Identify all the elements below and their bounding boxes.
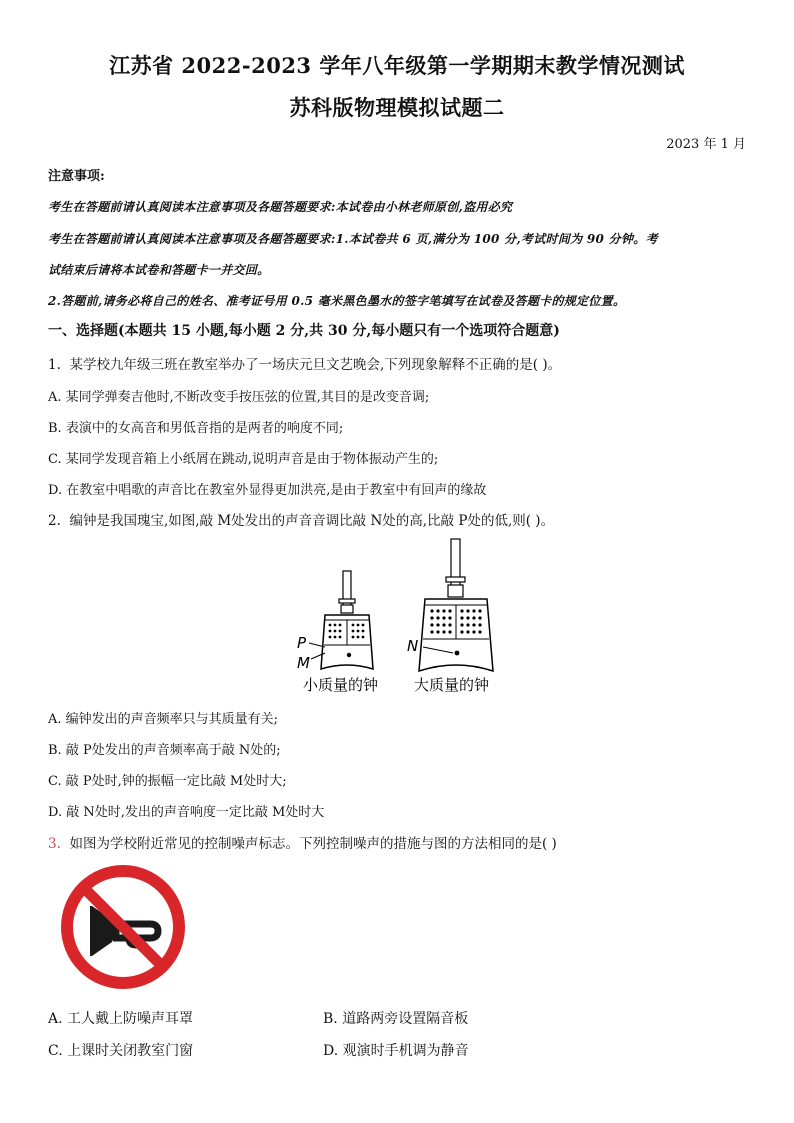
question-2 [48, 509, 554, 529]
label-p: P [297, 634, 307, 652]
question-stem: 如图为学校附近常见的控制噪声标志。下列控制噪声的措施与图的方法相同的是( ) [69, 836, 557, 852]
question-stem: 编钟是我国瑰宝,如图,敲 M处发出的声音音调比敲 N处的高,比敲 P处的低,则( )。 [69, 513, 555, 529]
q1-option-c: C. 某同学发现音箱上小纸屑在跳动,说明声音是由于物体振动产生的; [48, 452, 439, 467]
notes-line-2: 考生在答题前请认真阅读本注意事项及各题答题要求:1.本试卷共 6 页,满分为 100 分,考试时间为 90 分钟。考 [48, 232, 658, 246]
label-n: N [407, 637, 419, 655]
page-title-line1: 江苏省 2022-2023 学年八年级第一学期期末教学情况测试 [109, 53, 685, 78]
q3-option-c: C. 上课时关闭教室门窗 [48, 1043, 194, 1059]
question-number: 3. [48, 836, 61, 852]
q2-option-b: B. 敲 P处发出的声音频率高于敲 N处的; [48, 743, 281, 758]
q2-option-c: C. 敲 P处时,钟的振幅一定比敲 M处时大; [48, 774, 287, 789]
question-3 [48, 832, 557, 852]
q3-option-b: B. 道路两旁设置隔音板 [323, 1011, 469, 1027]
large-bell-icon [419, 539, 493, 671]
q1-option-a: A. 某同学弹奏吉他时,不断改变手按压弦的位置,其目的是改变音调; [48, 390, 430, 405]
notes-heading: 注意事项: [48, 169, 105, 184]
exam-date: 2023 年 1 月 [666, 137, 746, 152]
section-heading: 一、选择题(本题共 15 小题,每小题 2 分,共 30 分,每小题只有一个选项符合题意) [48, 323, 560, 339]
q1-option-d: D. 在教室中唱歌的声音比在教室外显得更加洪亮,是由于教室中有回声的缘故 [48, 483, 487, 498]
notes-line-3: 试结束后请将本试卷和答题卡一并交回。 [48, 263, 270, 277]
question-number: 1. [48, 357, 61, 373]
notes-line-4: 2.答题前,请务必将自己的姓名、准考证号用 0.5 毫米黑色墨水的签字笔填写在试卷及答题卡的规定位置。 [48, 294, 626, 308]
page-title-line2: 苏科版物理模拟试题二 [289, 95, 505, 120]
q2-option-d: D. 敲 N处时,发出的声音响度一定比敲 M处时大 [48, 805, 325, 820]
no-honking-sign-icon [58, 862, 188, 992]
q3-option-d: D. 观演时手机调为静音 [323, 1043, 469, 1059]
question-number: 2. [48, 513, 61, 529]
q1-option-b: B. 表演中的女高音和男低音指的是两者的响度不同; [48, 421, 344, 436]
q3-option-a: A. 工人戴上防噪声耳罩 [48, 1011, 194, 1027]
question-stem: 某学校九年级三班在教室举办了一场庆元旦文艺晚会,下列现象解释不正确的是( )。 [69, 357, 562, 373]
large-bell-caption: 大质量的钟 [414, 676, 490, 694]
label-m: M [297, 654, 310, 672]
bells-figure [285, 535, 515, 695]
notes-line-1: 考生在答题前请认真阅读本注意事项及各题答题要求:本试卷由小林老师原创,盗用必究 [48, 200, 513, 214]
q2-option-a: A. 编钟发出的声音频率只与其质量有关; [48, 712, 279, 727]
question-1 [48, 353, 561, 373]
small-bell-caption: 小质量的钟 [303, 676, 379, 694]
small-bell-icon [309, 571, 373, 669]
